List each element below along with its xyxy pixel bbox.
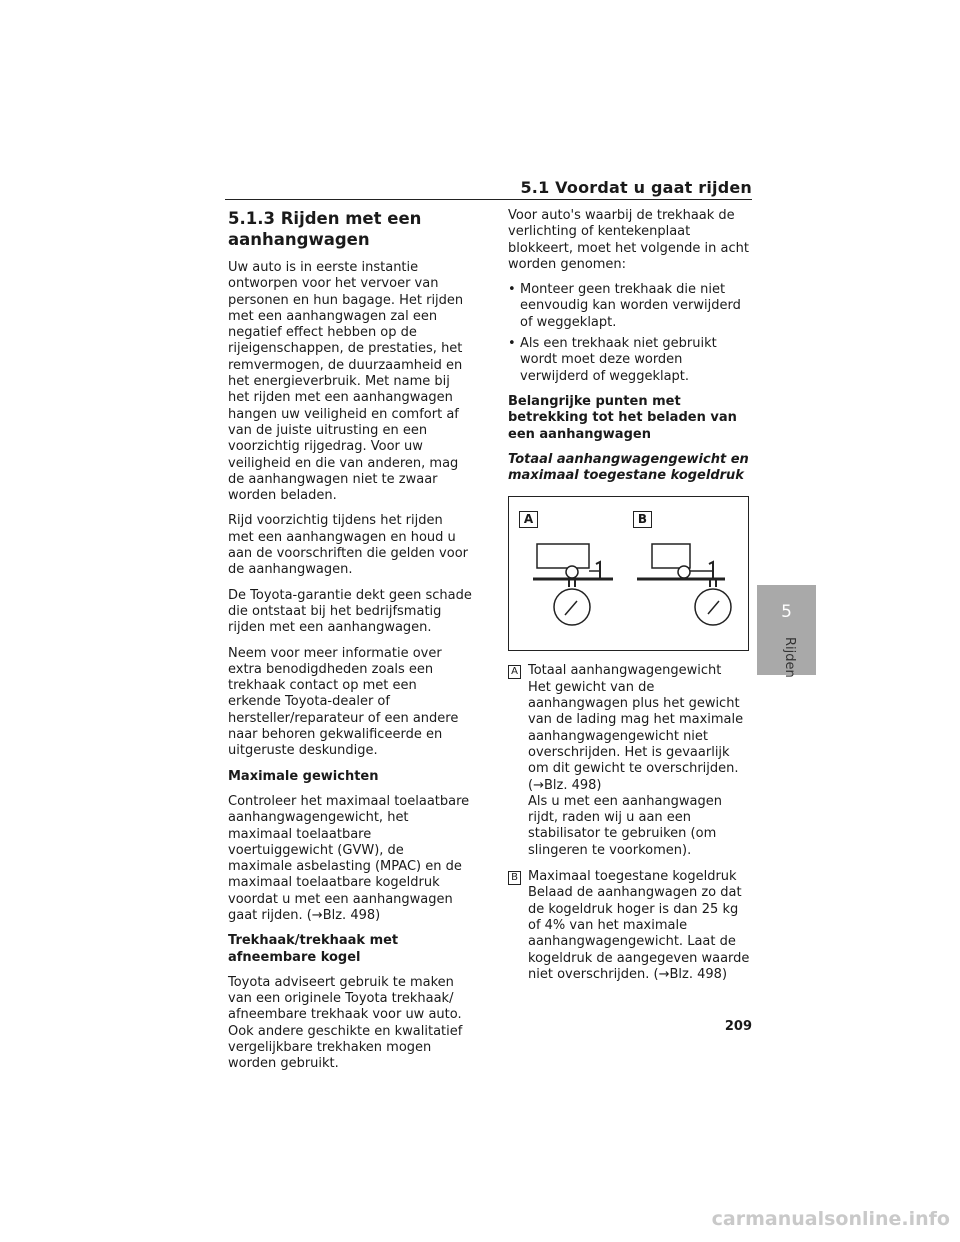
bullet-text: Monteer geen trekhaak die niet eenvoudig kan worden verwijderd of weggeklapt. bbox=[520, 282, 741, 330]
bullet-mark: • bbox=[508, 282, 516, 298]
subhead-weight-and-tongue-load: Totaal aanhangwagengewicht en maximaal toegestane kogeldruk bbox=[508, 451, 749, 484]
chapter-number: 5 bbox=[781, 602, 792, 622]
trailer-a-drawing bbox=[533, 544, 613, 625]
bullet-item bbox=[508, 336, 752, 385]
figure-label-b: B bbox=[633, 511, 652, 528]
legend-title-b: Maximaal toegestane kogeldruk bbox=[528, 869, 737, 885]
subhead-towbar: Trekhaak/trekhaak met afneembare kogel bbox=[228, 933, 399, 965]
legend-item-b bbox=[508, 869, 752, 983]
section-title: 5.1.3 Rijden met een aanhangwagen bbox=[228, 209, 422, 249]
paragraph-more-info: Neem voor meer informatie over extra benodigdheden zoals een trekhaak contact op met een erkende Toyota-dealer of hersteller/reparateur of een andere naar behoren gekwalificeerde en uitgeruste deskundige. bbox=[228, 645, 459, 759]
legend-text-a: Het gewicht van de aanhangwagen plus het gewicht van de lading mag het maximale aanhangwagengewicht niet overschrijden. Het is gevaarlijk om dit gewicht te overschrijden. (→Blz. 498) Als u met een aanhangwagen rijdt, raden wij u aan een stabilisator te gebruiken (om slingeren te voorkomen). bbox=[528, 679, 744, 858]
trailer-b-drawing bbox=[637, 544, 731, 625]
subhead-max-weights: Maximale gewichten bbox=[228, 768, 379, 784]
chapter-name: Rijden bbox=[782, 637, 797, 678]
legend-title-a: Totaal aanhangwagengewicht bbox=[528, 663, 722, 679]
trailer-scale-drawing bbox=[509, 497, 748, 650]
paragraph-towbar-blocking: Voor auto's waarbij de trekhaak de verlichting of kentekenplaat blokkeert, moet het volgende in acht worden genomen: bbox=[508, 208, 749, 272]
figure-label-a: A bbox=[519, 511, 538, 528]
legend-key-b: B bbox=[508, 871, 521, 885]
paragraph-towbar: Toyota adviseert gebruik te maken van een originele Toyota trekhaak/ afneembare trekhaak voor uw auto. Ook andere geschikte en kwalitatief vergelijkbare trekhaken mogen worden gebruikt. bbox=[228, 974, 463, 1072]
right-column bbox=[508, 208, 752, 993]
left-column bbox=[228, 208, 472, 1082]
header-rule bbox=[225, 199, 752, 200]
intro-paragraph: Uw auto is in eerste instantie ontworpen voor het vervoer van personen en hun bagage. Het rijden met een aanhangwagen zal een negatief effect hebben op de rijeigenschappen, de prestaties, het remvermogen, de duurzaamheid en het energieverbruik. Met name bij het rijden met een aanhangwagen hangen uw veiligheid en comfort af van de juiste uitrusting en een voorzichtig rijgedrag. Voor uw veiligheid en die van anderen, mag de aanhangwagen niet te zwaar worden beladen. bbox=[228, 260, 464, 504]
section-header: 5.1 Voordat u gaat rijden bbox=[520, 178, 752, 197]
paragraph-max-weights: Controleer het maximaal toelaatbare aanhangwagengewicht, het maximaal toelaatbare voertuiggewicht (GVW), de maximale asbelasting (MPAC) en de maximaal toelaatbare kogeldruk voordat u met een aanhangwagen gaat rijden. (→Blz. 498) bbox=[228, 793, 470, 923]
trailer-weight-illustration bbox=[508, 496, 749, 651]
bullet-mark: • bbox=[508, 336, 516, 352]
bullet-item bbox=[508, 282, 752, 331]
legend-key-a: A bbox=[508, 665, 521, 679]
bullet-text: Als een trekhaak niet gebruikt wordt moet deze worden verwijderd of weggeklapt. bbox=[520, 336, 717, 384]
paragraph-careful-driving: Rijd voorzichtig tijdens het rijden met een aanhangwagen en houd u aan de voorschriften die gelden voor de aanhangwagen. bbox=[228, 513, 468, 578]
legend-text-b: Belaad de aanhangwagen zo dat de kogeldruk hoger is dan 25 kg of 4% van het maximale aanhangwagengewicht. Laat de kogeldruk de aangegeven waarde niet overschrijden. (→Blz. 498) bbox=[528, 885, 750, 982]
legend-item-a bbox=[508, 663, 752, 859]
page-number: 209 bbox=[724, 1019, 752, 1034]
bullet-list bbox=[508, 282, 752, 385]
watermark: carmanualsonline.info bbox=[711, 1208, 950, 1230]
subhead-loading-points: Belangrijke punten met betrekking tot het beladen van een aanhangwagen bbox=[508, 393, 737, 442]
paragraph-warranty: De Toyota-garantie dekt geen schade die ontstaat bij het bedrijfsmatig rijden met een aanhangwagen. bbox=[228, 587, 472, 636]
